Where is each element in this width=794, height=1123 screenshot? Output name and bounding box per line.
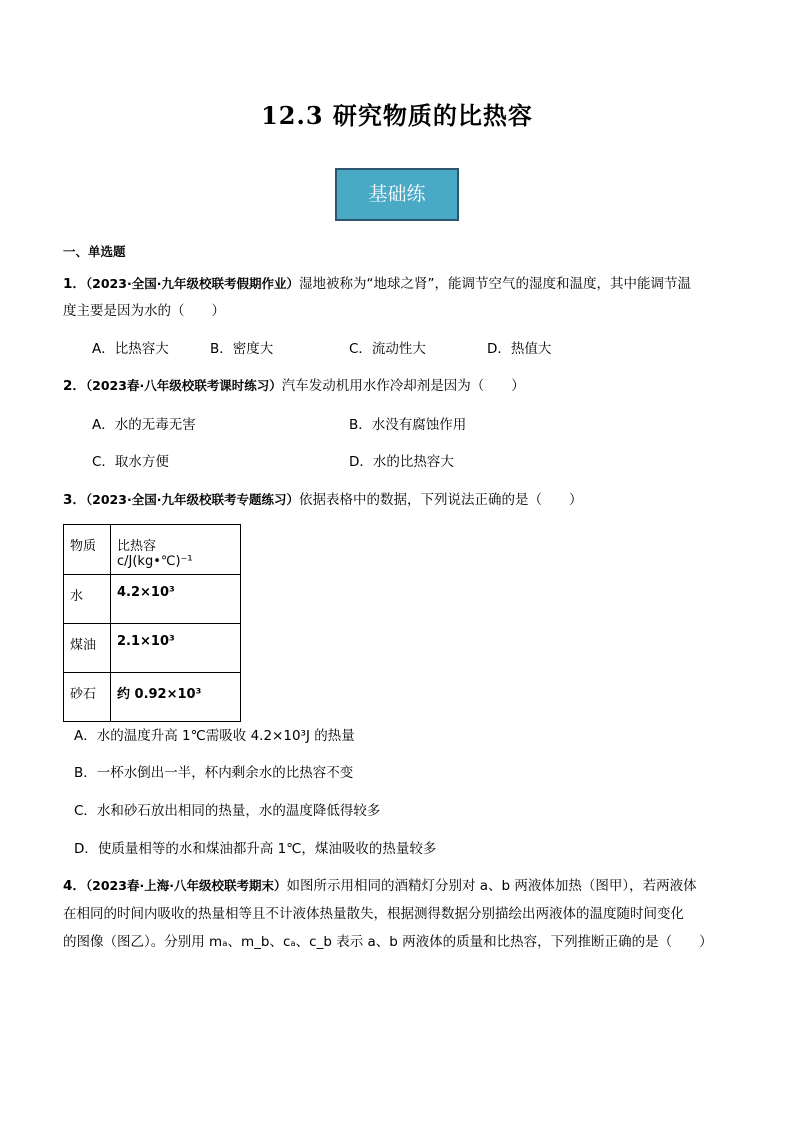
question-2: [63, 374, 525, 394]
table-row: [64, 624, 241, 673]
table-cell: 约 0.92×10³: [111, 673, 241, 722]
question-number: 1．: [63, 276, 86, 292]
question-4-continued: 在相同的时间内吸收的热量相等且不计液体热量散失，根据测得数据分别描绘出两液体的温度随时间变化: [63, 906, 684, 922]
q1-option-a: A．比热容大: [92, 341, 169, 357]
page-title: 12.3 研究物质的比热容: [261, 101, 533, 130]
table-cell: 煤油: [64, 624, 111, 673]
question-source: （2023·全国·九年级校联考假期作业）: [85, 276, 299, 291]
q1-option-c: C．流动性大: [349, 341, 426, 357]
q2-option-a: A．水的无毒无害: [92, 417, 196, 433]
question-text: 依据表格中的数据，下列说法正确的是（ ）: [298, 492, 583, 508]
table-row: [64, 575, 241, 624]
table-cell: 水: [64, 575, 111, 624]
question-3: [63, 488, 582, 508]
specific-heat-table: [63, 524, 241, 722]
table-header-row: [64, 525, 241, 575]
question-1: [63, 272, 691, 292]
section-heading: 一、单选题: [63, 244, 126, 259]
q3-option-d: D．使质量相等的水和煤油都升高 1℃，煤油吸收的热量较多: [74, 841, 437, 857]
question-text: 汽车发动机用水作冷却剂是因为（ ）: [281, 378, 525, 394]
question-number: 3．: [63, 492, 86, 508]
q2-option-c: C．取水方便: [92, 454, 169, 470]
section-badge: 基础练: [335, 168, 459, 221]
question-4-continued: 的图像（图乙）。分别用 mₐ、m_b、cₐ、c_b 表示 a、b 两液体的质量和比热容，下列推断正确的是（ ）: [63, 934, 713, 950]
table-cell: 2.1×10³: [111, 624, 241, 673]
table-row: [64, 673, 241, 722]
q2-option-d: D．水的比热容大: [349, 454, 454, 470]
q1-option-b: B．密度大: [210, 341, 274, 357]
question-4: [63, 874, 697, 894]
q3-option-a: A．水的温度升高 1℃需吸收 4.2×10³J 的热量: [74, 728, 355, 744]
table-cell: 4.2×10³: [111, 575, 241, 624]
q3-option-b: B．一杯水倒出一半，杯内剩余水的比热容不变: [74, 765, 354, 781]
question-source: （2023春·八年级校联考课时练习）: [85, 378, 282, 393]
question-1-continued: 度主要是因为水的（ ）: [63, 303, 225, 319]
table-cell: 砂石: [64, 673, 111, 722]
table-header-cell: 物质: [64, 525, 111, 575]
question-text: 湿地被称为“地球之肾”，能调节空气的湿度和温度，其中能调节温: [298, 276, 691, 292]
q2-option-b: B．水没有腐蚀作用: [349, 417, 467, 433]
question-text: 如图所示用相同的酒精灯分别对 a、b 两液体加热（图甲），若两液体: [286, 878, 697, 894]
q3-option-c: C．水和砂石放出相同的热量，水的温度降低得较多: [74, 803, 381, 819]
question-source: （2023春·上海·八年级校联考期末）: [85, 878, 287, 893]
q1-option-d: D．热值大: [487, 341, 552, 357]
question-source: （2023·全国·九年级校联考专题练习）: [85, 492, 299, 507]
question-number: 4．: [63, 878, 86, 894]
question-number: 2．: [63, 378, 86, 394]
table-header-cell: 比热容 c/J(kg•℃)⁻¹: [111, 525, 241, 575]
